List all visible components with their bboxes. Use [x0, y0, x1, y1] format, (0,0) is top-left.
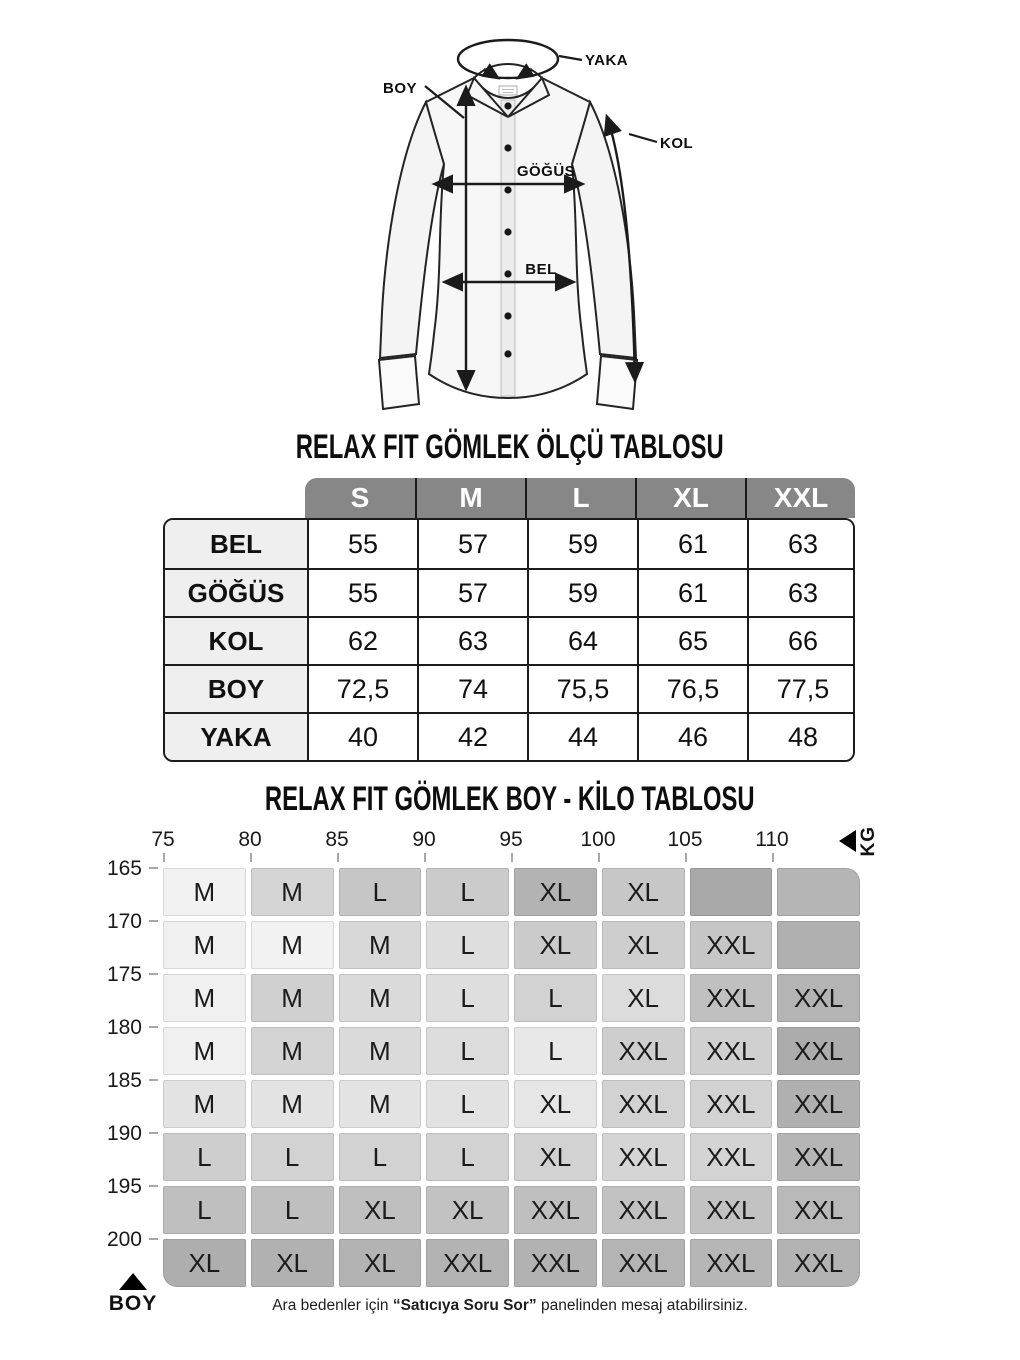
boy-axis-label: BOY	[108, 1292, 158, 1315]
size-grid-cell: XXL	[777, 1186, 860, 1234]
size-grid-cell: M	[163, 974, 246, 1022]
kg-tick-mark	[598, 853, 600, 862]
size-row-label: BEL	[165, 520, 307, 568]
size-value-cell: 61	[637, 520, 747, 568]
height-tick-label: 190	[106, 1122, 142, 1145]
diagram-label-yaka: YAKA	[585, 52, 629, 69]
kg-tick-label: 90	[412, 828, 436, 851]
footer-note	[0, 1297, 1020, 1315]
size-value-cell: 63	[747, 520, 855, 568]
size-value-cell: 64	[527, 616, 637, 664]
kg-tick-label: 75	[151, 828, 175, 851]
size-grid-cell: XL	[339, 1239, 422, 1287]
size-value-cell: 48	[747, 712, 855, 760]
size-grid-cell: L	[251, 1133, 334, 1181]
size-grid-cell: XXL	[777, 1239, 860, 1287]
size-row-label: BOY	[165, 664, 307, 712]
size-value-cell: 46	[637, 712, 747, 760]
size-column-header: XL	[635, 478, 745, 518]
size-grid-cell: M	[251, 1080, 334, 1128]
size-grid-cell: XXL	[602, 1186, 685, 1234]
yaka-label-line	[559, 56, 582, 60]
size-grid-cell: XXL	[426, 1239, 509, 1287]
kg-left-arrow-icon	[839, 830, 856, 852]
diagram-label-bel: BEL	[525, 261, 557, 278]
size-value-cell: 76,5	[637, 664, 747, 712]
size-column-header: L	[525, 478, 635, 518]
footer-highlight: “Satıcıya Soru Sor”	[392, 1297, 537, 1314]
size-grid-cell: XXL	[777, 974, 860, 1022]
kg-tick-mark	[250, 853, 252, 862]
size-grid-cell: M	[339, 974, 422, 1022]
size-grid-cell: L	[426, 974, 509, 1022]
kg-axis-label: KG	[858, 826, 879, 857]
size-value-cell: 57	[417, 568, 527, 616]
size-value-cell: 66	[747, 616, 855, 664]
diagram-label-boy: BOY	[383, 80, 418, 97]
kg-tick-label: 80	[238, 828, 262, 851]
height-tick-mark	[149, 867, 158, 869]
size-grid-cell: M	[251, 868, 334, 916]
size-grid-cell: M	[163, 1080, 246, 1128]
kg-tick-label: 95	[499, 828, 523, 851]
kg-tick-mark	[685, 853, 687, 862]
size-row-label: KOL	[165, 616, 307, 664]
height-tick-mark	[149, 1185, 158, 1187]
height-tick-mark	[149, 973, 158, 975]
size-recommendation-grid	[163, 868, 860, 1287]
size-grid-cell: XL	[514, 868, 597, 916]
kg-tick-mark	[772, 853, 774, 862]
kg-tick-mark	[163, 853, 165, 862]
size-grid-cell: XXL	[690, 1080, 773, 1128]
height-tick-mark	[149, 920, 158, 922]
size-grid-cell: L	[426, 868, 509, 916]
size-grid-cell: XXL	[690, 1186, 773, 1234]
size-value-cell: 59	[527, 568, 637, 616]
shirt-measurement-diagram	[326, 14, 726, 424]
size-value-cell: 65	[637, 616, 747, 664]
footer-prefix: Ara bedenler için	[272, 1297, 393, 1314]
shirt-brand-tag	[499, 86, 517, 95]
size-grid-cell: L	[426, 1133, 509, 1181]
shirt-left-sleeve	[380, 102, 444, 358]
fit-chart-title	[0, 780, 1020, 819]
yaka-measure-loop	[458, 40, 558, 78]
height-tick-label: 175	[106, 963, 142, 986]
size-value-cell: 62	[307, 616, 417, 664]
size-grid-cell: L	[339, 1133, 422, 1181]
size-grid-cell: XXL	[777, 1027, 860, 1075]
size-grid-cell: XXL	[777, 1080, 860, 1128]
size-value-cell: 74	[417, 664, 527, 712]
height-weight-chart	[0, 820, 1020, 1340]
size-grid-cell: XL	[602, 974, 685, 1022]
kg-tick-mark	[511, 853, 513, 862]
size-grid-cell: XXL	[602, 1080, 685, 1128]
size-value-cell: 42	[417, 712, 527, 760]
size-grid-cell: XXL	[602, 1239, 685, 1287]
size-grid-cell: L	[339, 868, 422, 916]
shirt-left-cuff	[379, 356, 419, 409]
size-grid-cell: L	[514, 974, 597, 1022]
size-grid-cell: L	[514, 1027, 597, 1075]
size-grid-cell: M	[339, 1027, 422, 1075]
size-grid-cell-empty	[690, 868, 773, 916]
size-value-cell: 55	[307, 568, 417, 616]
size-value-cell: 57	[417, 520, 527, 568]
size-grid-cell: M	[251, 974, 334, 1022]
diagram-label-kol: KOL	[660, 135, 694, 152]
size-value-cell: 75,5	[527, 664, 637, 712]
size-grid-cell: M	[163, 1027, 246, 1075]
size-value-cell: 63	[417, 616, 527, 664]
size-grid-cell: M	[251, 921, 334, 969]
size-grid-cell: XL	[163, 1239, 246, 1287]
size-value-cell: 40	[307, 712, 417, 760]
size-grid-cell: L	[251, 1186, 334, 1234]
size-grid-cell: XXL	[602, 1027, 685, 1075]
size-column-header: M	[415, 478, 525, 518]
size-grid-cell: L	[163, 1133, 246, 1181]
height-tick-label: 200	[106, 1228, 142, 1251]
size-grid-cell: XL	[514, 921, 597, 969]
kg-tick-label: 85	[325, 828, 349, 851]
size-grid-cell: XL	[602, 868, 685, 916]
height-tick-label: 165	[106, 857, 142, 880]
size-value-cell: 55	[307, 520, 417, 568]
kg-axis-marker	[839, 826, 880, 857]
height-tick-mark	[149, 1238, 158, 1240]
size-value-cell: 61	[637, 568, 747, 616]
fit-chart-title-text: RELAX FIT GÖMLEK BOY - KİLO TABLOSU	[265, 780, 755, 818]
size-grid-cell: XL	[514, 1133, 597, 1181]
size-table	[163, 478, 855, 762]
size-grid-cell: L	[426, 921, 509, 969]
size-grid-cell: XL	[514, 1080, 597, 1128]
size-grid-cell-empty	[777, 868, 860, 916]
height-tick-label: 180	[106, 1016, 142, 1039]
boy-up-arrow-icon	[119, 1273, 147, 1290]
kg-tick-label: 105	[667, 828, 703, 851]
size-table-title-text: RELAX FIT GÖMLEK ÖLÇÜ TABLOSU	[296, 428, 724, 466]
size-grid-cell: XXL	[514, 1239, 597, 1287]
size-grid-cell: XXL	[690, 1133, 773, 1181]
height-tick-label: 195	[106, 1175, 142, 1198]
size-grid-cell: XL	[426, 1186, 509, 1234]
kg-tick-mark	[424, 853, 426, 862]
height-tick-label: 170	[106, 910, 142, 933]
size-grid-cell: M	[163, 921, 246, 969]
size-grid-cell: L	[426, 1080, 509, 1128]
size-value-cell: 72,5	[307, 664, 417, 712]
size-grid-cell: L	[426, 1027, 509, 1075]
size-grid-cell: XL	[251, 1239, 334, 1287]
size-grid-cell: XXL	[690, 974, 773, 1022]
size-table-body	[163, 518, 855, 762]
size-grid-cell: XL	[339, 1186, 422, 1234]
size-column-header: XXL	[745, 478, 855, 518]
size-grid-cell: XXL	[690, 1027, 773, 1075]
height-tick-label: 185	[106, 1069, 142, 1092]
size-value-cell: 63	[747, 568, 855, 616]
size-row-label: GÖĞÜS	[165, 568, 307, 616]
size-value-cell: 44	[527, 712, 637, 760]
size-grid-cell: L	[163, 1186, 246, 1234]
size-grid-cell: M	[339, 921, 422, 969]
kol-label-line	[629, 134, 657, 142]
size-grid-cell: XXL	[514, 1186, 597, 1234]
size-value-cell: 59	[527, 520, 637, 568]
kg-tick-mark	[337, 853, 339, 862]
kg-tick-label: 110	[755, 828, 789, 851]
height-tick-mark	[149, 1079, 158, 1081]
size-grid-cell: XL	[602, 921, 685, 969]
diagram-label-gogus: GÖĞÜS	[516, 163, 576, 180]
size-grid-cell: XXL	[602, 1133, 685, 1181]
size-grid-cell: XXL	[690, 1239, 773, 1287]
shirt-right-cuff	[597, 356, 637, 409]
size-value-cell: 77,5	[747, 664, 855, 712]
size-table-header-row	[305, 478, 855, 518]
size-grid-cell: M	[251, 1027, 334, 1075]
footer-suffix: panelinden mesaj atabilirsiniz.	[536, 1297, 748, 1314]
height-tick-mark	[149, 1026, 158, 1028]
kg-tick-label: 100	[580, 828, 616, 851]
size-grid-cell: XXL	[690, 921, 773, 969]
size-row-label: YAKA	[165, 712, 307, 760]
size-grid-cell: M	[163, 868, 246, 916]
size-table-title	[0, 428, 1020, 467]
size-grid-cell: M	[339, 1080, 422, 1128]
size-grid-cell: XXL	[777, 1133, 860, 1181]
size-column-header: S	[305, 478, 415, 518]
height-tick-mark	[149, 1132, 158, 1134]
size-grid-cell-empty	[777, 921, 860, 969]
